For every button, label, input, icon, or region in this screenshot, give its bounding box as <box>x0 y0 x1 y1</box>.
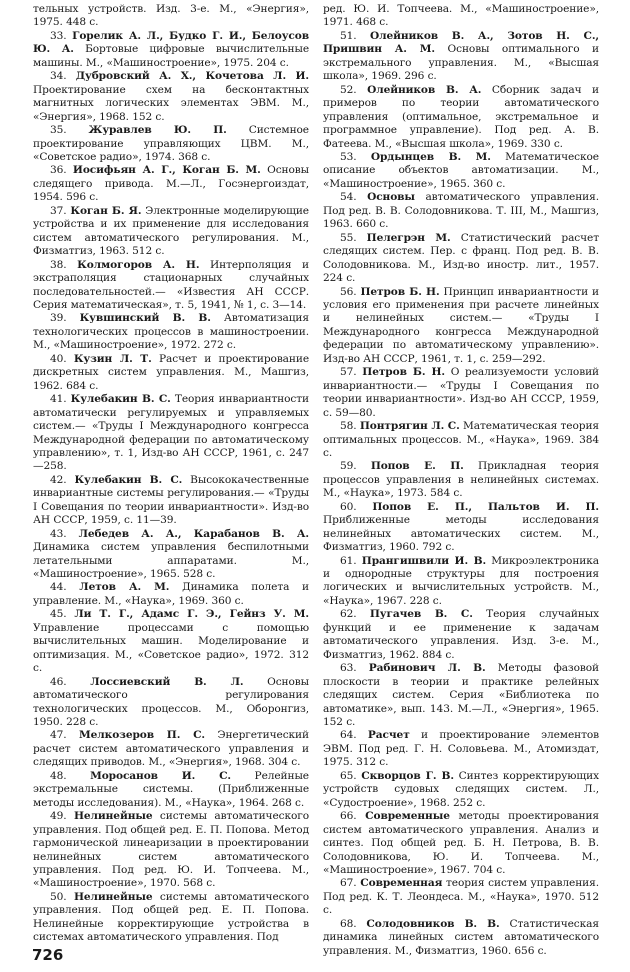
reference-number: 66. <box>340 810 357 823</box>
reference-entry <box>323 501 599 555</box>
reference-text: Динамика полета и управление. М., «Наука», 1969. 360 с. <box>33 581 309 607</box>
reference-author: Кулебакин В. С. <box>74 473 183 486</box>
reference-entry <box>33 3 309 30</box>
reference-text: Интерполяция и экстраполяция стационарных случайных последовательностей.— «Известия АН СССР. Серия математическая», т. 5, 1941, № 1, с. 3—14. <box>33 258 309 311</box>
reference-author: Нелинейные <box>73 810 153 823</box>
reference-number: 68. <box>340 917 357 930</box>
reference-author: Олейников В. А. <box>367 83 482 96</box>
reference-entry <box>33 770 309 810</box>
reference-entry <box>323 608 599 662</box>
reference-text: Расчет и проектирование дискретных систем управления. М., Машгиз, 1962. 684 с. <box>33 352 309 392</box>
reference-author: Петров Б. Н. <box>360 285 440 298</box>
reference-text: Теория инвариантности автоматически регулируемых и управляемых систем.— «Труды I Международного конгресса Международной федерации по автоматическому управлению», т. 1, Изд-во АН СССР, 1961, с. 247—258. <box>33 393 309 473</box>
reference-text: Теория случайных функций и ее применение к задачам автоматического управления. Изд. 3-е. М., Физматгиз, 1962. 884 с. <box>323 608 599 661</box>
reference-entry <box>323 30 599 84</box>
reference-number: 42. <box>50 473 67 486</box>
reference-author: Нелинейные <box>73 890 153 903</box>
reference-text: Методы фазовой плоскости в теории и практике релейных следящих систем. Серия «Библиотека по автоматике», вып. 143. М.—Л., «Энергия», 1965. 152 с. <box>323 662 599 729</box>
reference-author: Расчет <box>367 729 410 742</box>
reference-text: Статистический расчет следящих систем. Пер. с франц. Под ред. В. В. Солодовникова. М., Изд-во иностр. лит., 1957. 224 с. <box>323 231 599 285</box>
reference-text: автоматического управления. Под ред. В. В. Солодовникова. Т. III, М., Машгиз, 1963. 660 с. <box>323 191 599 231</box>
reference-number: 50. <box>50 890 67 903</box>
reference-entry <box>323 366 599 420</box>
reference-author: Иосифьян А. Г., Коган Б. М. <box>72 164 261 177</box>
reference-number: 41. <box>50 393 67 406</box>
reference-entry <box>323 918 599 958</box>
reference-entry <box>33 810 309 891</box>
reference-author: Ли Т. Г., Адамс Г. Э., Гейнз У. М. <box>74 608 309 621</box>
reference-text: системы автоматического управления. Под общей ред. Е. П. Попова. Метод гармонической линеаризации в проектировании нелинейных систем автоматического управления. Под ред. Ю. И. Топчеева. М., «Машиностроение», 1970. 568 с. <box>33 810 309 890</box>
reference-text: методы проектирования систем автоматического управления. Анализ и синтез. Под общей ред. Б. Н. Петрова, В. В. Солодовникова, Ю. И. Топчеева. М., «Машиностроение», 1967. 704 с. <box>323 810 599 876</box>
reference-text: Прикладная теория процессов управления в нелинейных системах. М., «Наука», 1973. 584 с. <box>323 460 600 500</box>
reference-number: 58. <box>340 420 357 433</box>
reference-entry <box>323 84 599 151</box>
right-column <box>323 3 599 958</box>
reference-author: Лоссиевский В. Л. <box>90 675 244 688</box>
reference-number: 43. <box>50 527 67 540</box>
reference-entry <box>33 474 309 528</box>
reference-number: 65. <box>340 769 357 782</box>
reference-author: Ордынцев В. М. <box>370 150 491 163</box>
reference-author: Основы <box>367 191 415 204</box>
reference-number: 35. <box>50 124 67 137</box>
reference-text: Релейные экстремальные системы. (Приближенные методы исследования). М., «Наука», 1964. 268 с. <box>33 769 309 809</box>
reference-entry <box>323 729 599 769</box>
reference-entry <box>33 608 309 675</box>
reference-text: ред. Ю. И. Топчеева. М., «Машиностроение», 1971. 468 с. <box>323 3 599 29</box>
reference-number: 55. <box>340 231 357 244</box>
reference-entry <box>323 810 599 877</box>
reference-entry <box>323 3 599 30</box>
reference-entry <box>323 662 599 729</box>
reference-text: Управление процессами с помощью вычислительных машин. Моделирование и оптимизация. М., «Советское радио», 1972. 312 с. <box>33 621 309 675</box>
reference-entry <box>33 729 309 769</box>
reference-text: Синтез корректирующих устройств судовых следящих систем. Л., «Судостроение», 1968. 252 с. <box>323 769 599 809</box>
reference-entry <box>33 205 309 259</box>
reference-entry <box>33 353 309 393</box>
reference-number: 52. <box>340 83 357 96</box>
reference-entry <box>33 891 309 945</box>
reference-text: и проектирование элементов ЭВМ. Под ред. Г. Н. Соловьева. М., Атомиздат, 1975. 312 с. <box>323 729 599 769</box>
reference-author: Моросанов И. С. <box>90 769 232 782</box>
reference-entry <box>323 770 599 810</box>
reference-number: 45. <box>50 608 67 621</box>
reference-entry <box>323 151 599 191</box>
reference-text: Математическое описание объектов автоматизации. М., «Машиностроение», 1965. 360 с. <box>323 150 599 190</box>
reference-author: Петров Б. Н. <box>362 366 445 379</box>
reference-entry <box>33 528 309 582</box>
reference-entry <box>33 581 309 608</box>
reference-author: Солодовников В. В. <box>366 917 500 930</box>
reference-entry <box>323 555 599 609</box>
reference-author: Современные <box>365 810 450 823</box>
reference-author: Олейников В. А., Зотов Н. С., Пришвин А. М. <box>323 29 599 56</box>
reference-author: Кузин Л. Т. <box>73 352 152 365</box>
reference-text: Автоматизация технологических процессов в машиностроении. М., «Машиностроение», 1972. 272 с. <box>33 312 309 352</box>
reference-number: 38. <box>50 258 67 271</box>
reference-text: Проектирование схем на бесконтактных магнитных логических элементах ЭВМ. М., «Энергия», 1968. 152 с. <box>33 83 309 123</box>
reference-text: Статистическая динамика линейных систем автоматического управления. М., Физматгиз, 1960. 656 с. <box>323 917 599 957</box>
reference-entry <box>323 420 599 460</box>
reference-entry <box>33 676 309 730</box>
reference-author: Колмогоров А. Н. <box>77 258 200 271</box>
reference-number: 47. <box>50 729 67 742</box>
reference-number: 48. <box>50 769 67 782</box>
reference-author: Горелик А. Л., Будко Г. И., Белоусов Ю. А. <box>33 29 309 56</box>
reference-text: тельных устройств. Изд. 3-е. М., «Энергия», 1975. 448 с. <box>33 3 309 29</box>
reference-text: Энергетический расчет систем автоматического управления и следящих приводов. М., «Энергия», 1968. 304 с. <box>33 729 309 769</box>
reference-author: Прангишвили И. В. <box>361 554 487 567</box>
reference-entry <box>33 393 309 474</box>
left-column <box>33 3 309 945</box>
reference-author: Понтрягин Л. С. <box>359 420 460 433</box>
reference-text: Математическая теория оптимальных процессов. М., «Наука», 1969. 384 с. <box>323 420 599 459</box>
reference-number: 33. <box>50 29 67 42</box>
reference-author: Лебедев А. А., Карабанов В. А. <box>78 527 309 540</box>
reference-number: 63. <box>340 662 357 675</box>
reference-entry <box>33 124 309 164</box>
reference-number: 37. <box>50 204 67 217</box>
reference-author: Летов А. М. <box>79 581 170 594</box>
page-number: 726 <box>32 946 64 964</box>
reference-author: Мелкозеров П. С. <box>79 729 205 742</box>
reference-author: Пугачев В. С. <box>369 608 473 621</box>
reference-number: 54. <box>340 191 357 204</box>
reference-text: Основы следящего привода. М.—Л., Госэнергоиздат, 1954. 596 с. <box>33 164 309 204</box>
reference-number: 49. <box>50 810 67 823</box>
reference-number: 44. <box>50 581 67 594</box>
reference-text: Электронные моделирующие устройства и их применение для исследования систем автоматического регулирования. М., Физматгиз, 1963. 512 с. <box>33 204 309 258</box>
reference-entry <box>33 30 309 70</box>
reference-text: Приближенные методы исследования нелинейных автоматических систем. М., Физматгиз, 1960. 792 с. <box>323 514 599 554</box>
reference-entry <box>323 460 599 500</box>
reference-author: Дубровский А. Х., Кочетова Л. И. <box>75 70 309 83</box>
reference-author: Современная <box>360 877 443 890</box>
reference-number: 53. <box>340 150 357 163</box>
reference-number: 56. <box>340 285 357 298</box>
reference-number: 64. <box>340 729 357 742</box>
reference-number: 57. <box>340 366 357 379</box>
reference-entry <box>323 286 599 367</box>
reference-text: системы автоматического управления. Под общей ред. Е. П. Попова. Нелинейные корректирующие устройства в системах автоматического управления. Под <box>33 890 309 944</box>
reference-entry <box>323 232 599 286</box>
reference-text: Микроэлектроника и однородные структуры для построения логических и вычислительных устройств. М., «Наука», 1967. 228 с. <box>323 554 599 607</box>
reference-entry <box>33 312 309 352</box>
reference-number: 60. <box>340 500 357 513</box>
reference-number: 40. <box>50 352 67 365</box>
reference-text: Бортовые цифровые вычислительные машины. М., «Машиностроение», 1975. 204 с. <box>33 43 309 69</box>
reference-number: 46. <box>50 675 67 688</box>
reference-author: Журавлев Ю. П. <box>88 124 227 137</box>
reference-entry <box>33 164 309 204</box>
reference-author: Кулебакин В. С. <box>70 393 171 406</box>
reference-entry <box>33 70 309 124</box>
reference-number: 36. <box>50 164 67 177</box>
reference-text: Динамика систем управления беспилотными летательными аппаратами. М., «Машиностроение», 1965. 528 с. <box>33 541 309 581</box>
reference-number: 61. <box>340 554 357 567</box>
reference-text: Основы автоматического регулирования технологических процессов. М., Оборонгиз, 1950. 228 с. <box>33 675 309 729</box>
reference-entry <box>323 877 599 917</box>
reference-text: Сборник задач и примеров по теории автоматического управления (оптимальное, экстремальное и программное управление). Под ред. А. В. Фатеева. М., «Высшая школа», 1969. 330 с. <box>323 83 599 150</box>
reference-entry <box>323 191 599 231</box>
reference-number: 59. <box>340 460 357 473</box>
reference-number: 39. <box>50 312 67 325</box>
reference-author: Скворцов Г. В. <box>361 769 454 782</box>
reference-text: Принцип инвариантности и условия его применения при расчете линейных и нелинейных систем.— «Труды I Международного конгресса Международной федерации по автоматическому управлению». Изд-во АН СССР, 1961, т. 1, с. 259—292. <box>323 285 599 365</box>
reference-entry <box>33 259 309 313</box>
reference-text: О реализуемости условий инвариантности.— «Труды I Совещания по теории инвариантности». Изд-во АН СССР, 1959, с. 59—80. <box>323 366 599 419</box>
reference-text: теория систем управления. Под ред. К. Т. Леондеса. М., «Наука», 1970. 512 с. <box>323 877 599 917</box>
reference-author: Пелегрэн М. <box>366 231 451 244</box>
reference-text: Системное проектирование управляющих ЦВМ. М., «Советское радио», 1974. 368 с. <box>33 124 309 163</box>
reference-author: Рабинович Л. В. <box>368 662 486 675</box>
reference-author: Попов Е. П. <box>370 460 464 473</box>
reference-number: 51. <box>340 29 357 42</box>
reference-text: Высококачественные инвариантные системы регулирования.— «Труды I Совещания по теории инвариантности». Изд-во АН СССР, 1959, с. 11—39. <box>33 473 309 527</box>
reference-author: Попов Е. П., Пальтов И. П. <box>372 500 599 513</box>
reference-text: Основы оптимального и экстремального управления. М., «Высшая школа», 1969. 296 с. <box>323 43 599 83</box>
reference-number: 62. <box>340 608 357 621</box>
reference-number: 34. <box>50 70 67 83</box>
reference-number: 67. <box>340 877 357 890</box>
reference-author: Коган Б. Я. <box>70 204 142 217</box>
reference-author: Кувшинский В. В. <box>79 312 211 325</box>
